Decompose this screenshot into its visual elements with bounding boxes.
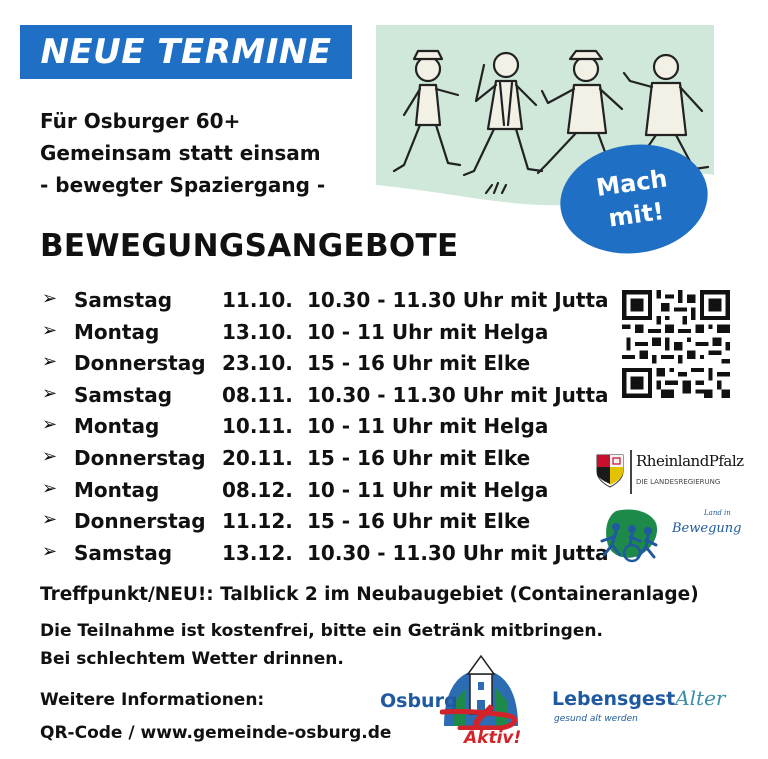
osburg-name: Osburg [380,690,458,712]
bullet-arrow-icon: ➢ [42,288,58,309]
lebens-subtitle: gesund alt werden [554,714,638,724]
schedule-day: Samstag [74,288,173,312]
schedule-day: Montag [74,477,160,502]
schedule-day: Donnerstag [74,509,206,534]
qr-code-icon[interactable] [622,290,730,398]
lib-text: Bewegung [672,521,742,536]
more-info-label: Weitere Informationen: [40,690,265,710]
rlp-crest-icon [596,454,624,488]
section-heading: BEWEGUNGSANGEBOTE [40,228,459,264]
bullet-arrow-icon: ➢ [42,509,58,531]
lebensgestalter-logo [552,686,752,726]
schedule-time: 15 - 16 Uhr mit Elke [307,351,531,376]
rlp-name: RheinlandPfalz [636,452,744,470]
intro-line-2: Gemeinsam statt einsam [40,141,321,165]
schedule-time: 15 - 16 Uhr mit Elke [307,445,531,470]
schedule-date: 23.10. [222,351,293,376]
meeting-point: Treffpunkt/NEU!: Talblick 2 im Neubaugebiet (Containeranlage) [40,584,699,605]
schedule-day: Samstag [74,382,173,407]
website-link[interactable]: QR-Code / www.gemeinde-osburg.de [40,723,392,743]
schedule-date: 08.12. [222,477,293,502]
schedule-day: Donnerstag [74,445,206,470]
schedule-time: 10 - 11 Uhr mit Helga [307,319,549,344]
schedule-day: Samstag [74,540,173,565]
schedule-day: Montag [74,319,160,344]
schedule-date: 11.12. [222,509,293,534]
osburg-aktiv-text: Aktiv! [464,728,522,748]
bullet-arrow-icon: ➢ [42,414,58,436]
lib-small-text: Land in [704,509,731,517]
schedule-date: 10.11. [222,414,293,439]
schedule-time: 10 - 11 Uhr mit Helga [307,414,549,439]
intro-line-3: - bewegter Spaziergang - [40,173,326,197]
weather-info: Bei schlechtem Wetter drinnen. [40,649,344,669]
bullet-arrow-icon: ➢ [42,351,58,373]
banner-title: NEUE TERMINE [40,32,332,72]
schedule-day: Donnerstag [74,351,206,376]
running-figures-icon [596,505,676,567]
bullet-arrow-icon: ➢ [42,445,58,467]
participation-info: Die Teilnahme ist kostenfrei, bitte ein Getränk mitbringen. [40,621,603,641]
schedule-time: 10.30 - 11.30 Uhr mit Jutta [307,382,609,407]
schedule-time: 15 - 16 Uhr mit Elke [307,509,531,534]
schedule-time: 10.30 - 11.30 Uhr mit Jutta [307,288,609,312]
schedule-time: 10.30 - 11.30 Uhr mit Jutta [307,540,609,565]
title-banner [20,25,352,79]
schedule-date: 13.12. [222,540,293,565]
badge-line-2: mit! [606,197,666,233]
schedule-date: 08.11. [222,382,293,407]
schedule-date: 13.10. [222,319,293,344]
schedule-date: 20.11. [222,445,293,470]
bullet-arrow-icon: ➢ [42,382,58,404]
bullet-arrow-icon: ➢ [42,540,58,562]
intro-line-1: Für Osburger 60+ [40,109,241,133]
badge-line-1: Mach [594,164,670,202]
schedule-date: 11.10. [222,288,293,312]
rlp-subtitle: DIE LANDESREGIERUNG [636,478,721,486]
intro-text [40,105,325,201]
rlp-divider [630,450,632,494]
lebens-main-text: Lebensgest [552,688,676,710]
schedule-time: 10 - 11 Uhr mit Helga [307,477,549,502]
bullet-arrow-icon: ➢ [42,477,58,499]
land-in-bewegung-logo [596,505,744,567]
schedule-day: Montag [74,414,160,439]
lebens-alter-text: Alter [675,686,726,710]
bullet-arrow-icon: ➢ [42,319,58,341]
rlp-logo [596,450,744,496]
osburg-aktiv-logo [380,648,535,756]
road-swoosh-icon [440,708,522,730]
